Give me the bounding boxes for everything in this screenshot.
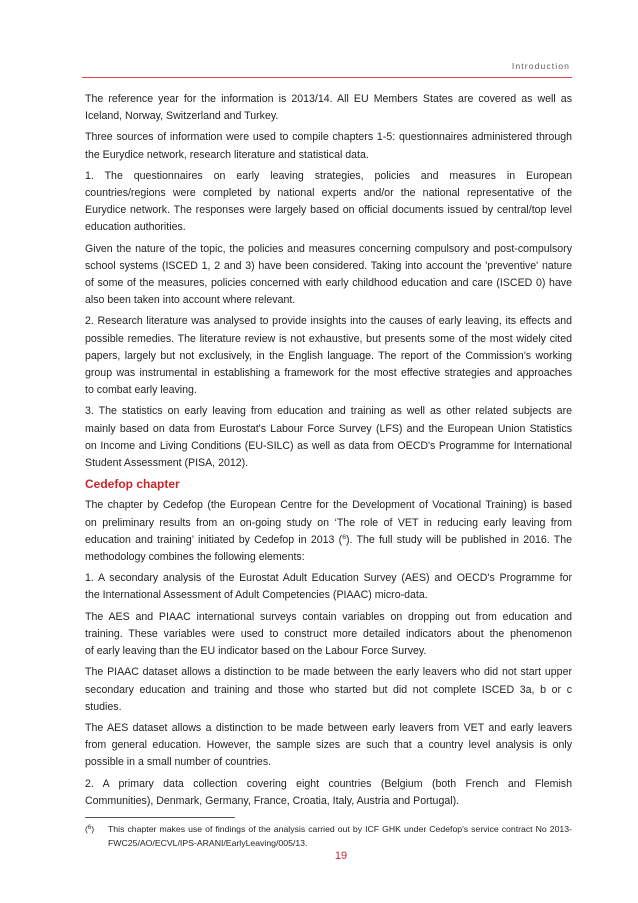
text-line: of early leaving than the EU indicator based on the Labour Force Survey. [85,645,427,658]
paragraph-aes-dataset [85,720,572,772]
text-line: Iceland, Norway, Switzerland and Turkey. [85,110,279,123]
text-line: on preliminary results from an on-going study on ‘The role of VET in reducing early leaving from [85,516,572,529]
footnote [85,822,572,850]
footnote-text [108,822,572,850]
paragraph-information-sources [85,129,572,163]
text-line: training. These variables were used to construct more detailed indicators about the phenomenon [85,627,572,640]
text-segment: education and training’ initiated by Cedefop in 2013 ( [85,533,343,546]
footnote-line: FWC25/AO/ECVL/IPS-ARANI/EarlyLeaving/005/13. [108,838,308,848]
footnote-reference: 6 [342,534,346,542]
text-line: the Eurydice network, research literature and statistical data. [85,148,369,161]
footnote-marker-number: 6 [87,825,92,831]
text-line: Eurydice network. The responses were largely based on official documents issued by central/top level [85,204,572,217]
text-line [85,532,572,549]
paragraph-statistics [85,403,572,472]
text-line: The AES and PIAAC international surveys contain variables on dropping out from education and [85,610,572,623]
text-line: secondary education and training and those who started but did not complete ISCED 3a, b or c [85,683,572,696]
text-line: The PIAAC dataset allows a distinction to be made between the early leavers who did not start upper [85,666,572,679]
paragraph-reference-year [85,91,572,125]
text-line: possible in a small number of countries. [85,756,272,769]
text-line: from general education. However, the sample sizes are such that a country level analysis is only [85,739,572,752]
paragraph-cedefop-chapter [85,497,572,566]
text-line: on Income and Living Conditions (EU-SILC) as well as data from OECD's Programme for International [85,439,572,452]
section-heading-cedefop: Cedefop chapter [85,477,180,492]
body-text [85,91,572,814]
text-line: The chapter by Cedefop (the European Centre for the Development of Vocational Training) is based [85,499,572,512]
paragraph-secondary-analysis [85,570,572,604]
text-line: Given the nature of the topic, the policies and measures concerning compulsory and post-compulsory [85,242,572,255]
footnote-separator-rule [85,817,235,818]
text-line: 3. The statistics on early leaving from education and training as well as other related subjects are [85,405,572,418]
text-line: Communities), Denmark, Germany, France, Croatia, Italy, Austria and Portugal). [85,794,460,807]
text-line: methodology combines the following elements: [85,551,305,564]
text-line: countries/regions were completed by national experts and/or the national representative of the [85,187,572,200]
header-rule [82,77,572,78]
paragraph-aes-piaac-surveys [85,609,572,661]
paragraph-primary-data-collection [85,776,572,810]
text-line: The reference year for the information is 2013/14. All EU Members States are covered as well as [85,93,572,105]
text-line: studies. [85,700,122,713]
paragraph-isced-scope [85,241,572,310]
text-line: education authorities. [85,221,186,234]
text-line: to combat early leaving. [85,384,197,397]
text-line: possible remedies. The literature review is not exhaustive, but presents some of the most widely cited [85,332,572,345]
text-line: mainly based on data from Eurostat's Labour Force Survey (LFS) and the European Union Statistics [85,422,572,435]
text-line: 1. A secondary analysis of the Eurostat Adult Education Survey (AES) and OECD's Programme for [85,572,572,585]
footnote-marker [85,822,108,850]
footnote-line: This chapter makes use of findings of the analysis carried out by ICF GHK under Cedefop's service contract No 2013- [108,824,572,834]
text-line: the International Assessment of Adult Competencies (PIAAC) micro-data. [85,589,428,602]
text-line: Student Assessment (PISA, 2012). [85,457,249,470]
text-line: also been taken into account where relevant. [85,294,296,307]
text-line: 1. The questionnaires on early leaving strategies, policies and measures in European [85,169,572,182]
text-line: of some of the measures, policies concerned with early childhood education and care (ISCED 0) have [85,277,572,290]
page-number: 19 [334,850,348,862]
paragraph-research-literature [85,313,572,399]
text-segment: ). The full study will be published in 2016. The [345,533,573,546]
text-line: 2. Research literature was analysed to provide insights into the causes of early leaving, its effects and [85,315,572,328]
footnote-marker-suffix: ) [91,824,95,834]
footnote-marker-prefix: ( [85,824,88,834]
text-line: 2. A primary data collection covering eight countries (Belgium (both French and Flemish [85,777,572,790]
running-header-title: Introduction [511,61,570,71]
text-line: The AES dataset allows a distinction to be made between early leavers from VET and early leavers [85,721,572,734]
text-line: Three sources of information were used to compile chapters 1-5: questionnaires administered through [85,131,572,144]
paragraph-questionnaires [85,168,572,237]
text-line: papers, largely but not exclusively, in the English language. The report of the Commission’s working [85,349,572,362]
paragraph-piaac-dataset [85,664,572,716]
text-line: group was instrumental in establishing a framework for the most effective strategies and approaches [85,367,572,380]
text-line: school systems (ISCED 1, 2 and 3) have been considered. Taking into account the 'preventive' nature [85,259,572,272]
